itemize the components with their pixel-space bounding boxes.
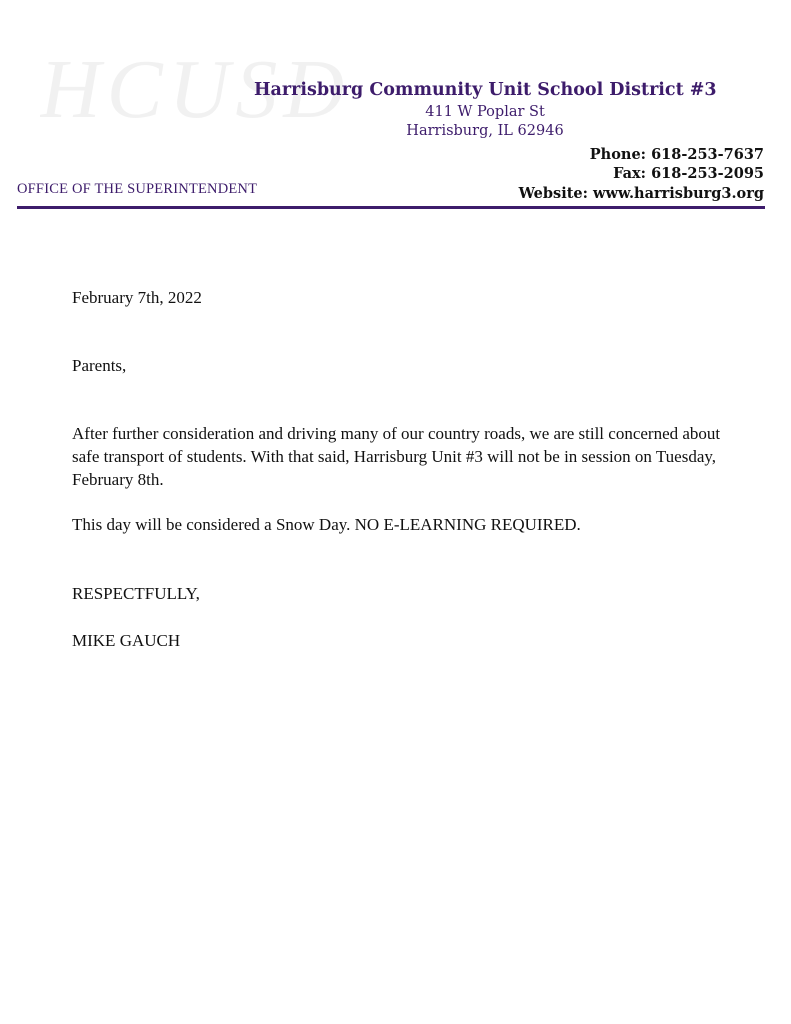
district-name: Harrisburg Community Unit School District #3 xyxy=(254,80,717,100)
letter-date: February 7th, 2022 xyxy=(72,288,202,307)
address-street: 411 W Poplar St xyxy=(425,104,545,120)
district-logo-watermark: HCUSD xyxy=(40,43,351,136)
letter-paragraph-1: After further consideration and driving many of our country roads, we are still concerned about safe transport of students. With that said, Harrisburg Unit #3 will not be in session on Tuesday, February 8th. xyxy=(72,424,721,489)
letter-greeting: Parents, xyxy=(72,356,127,375)
office-title: OFFICE OF THE SUPERINTENDENT xyxy=(17,181,258,197)
phone-number: Phone: 618-253-7637 xyxy=(589,146,764,163)
letter-paragraph-2: This day will be considered a Snow Day. NO E-LEARNING REQUIRED. xyxy=(72,515,581,534)
header-divider xyxy=(17,206,765,209)
fax-number: Fax: 618-253-2095 xyxy=(613,165,764,182)
letter-signature: MIKE GAUCH xyxy=(72,631,181,650)
website: Website: www.harrisburg3.org xyxy=(518,185,764,202)
letter-closing: RESPECTFULLY, xyxy=(72,584,200,603)
address-city: Harrisburg, IL 62946 xyxy=(406,123,564,139)
